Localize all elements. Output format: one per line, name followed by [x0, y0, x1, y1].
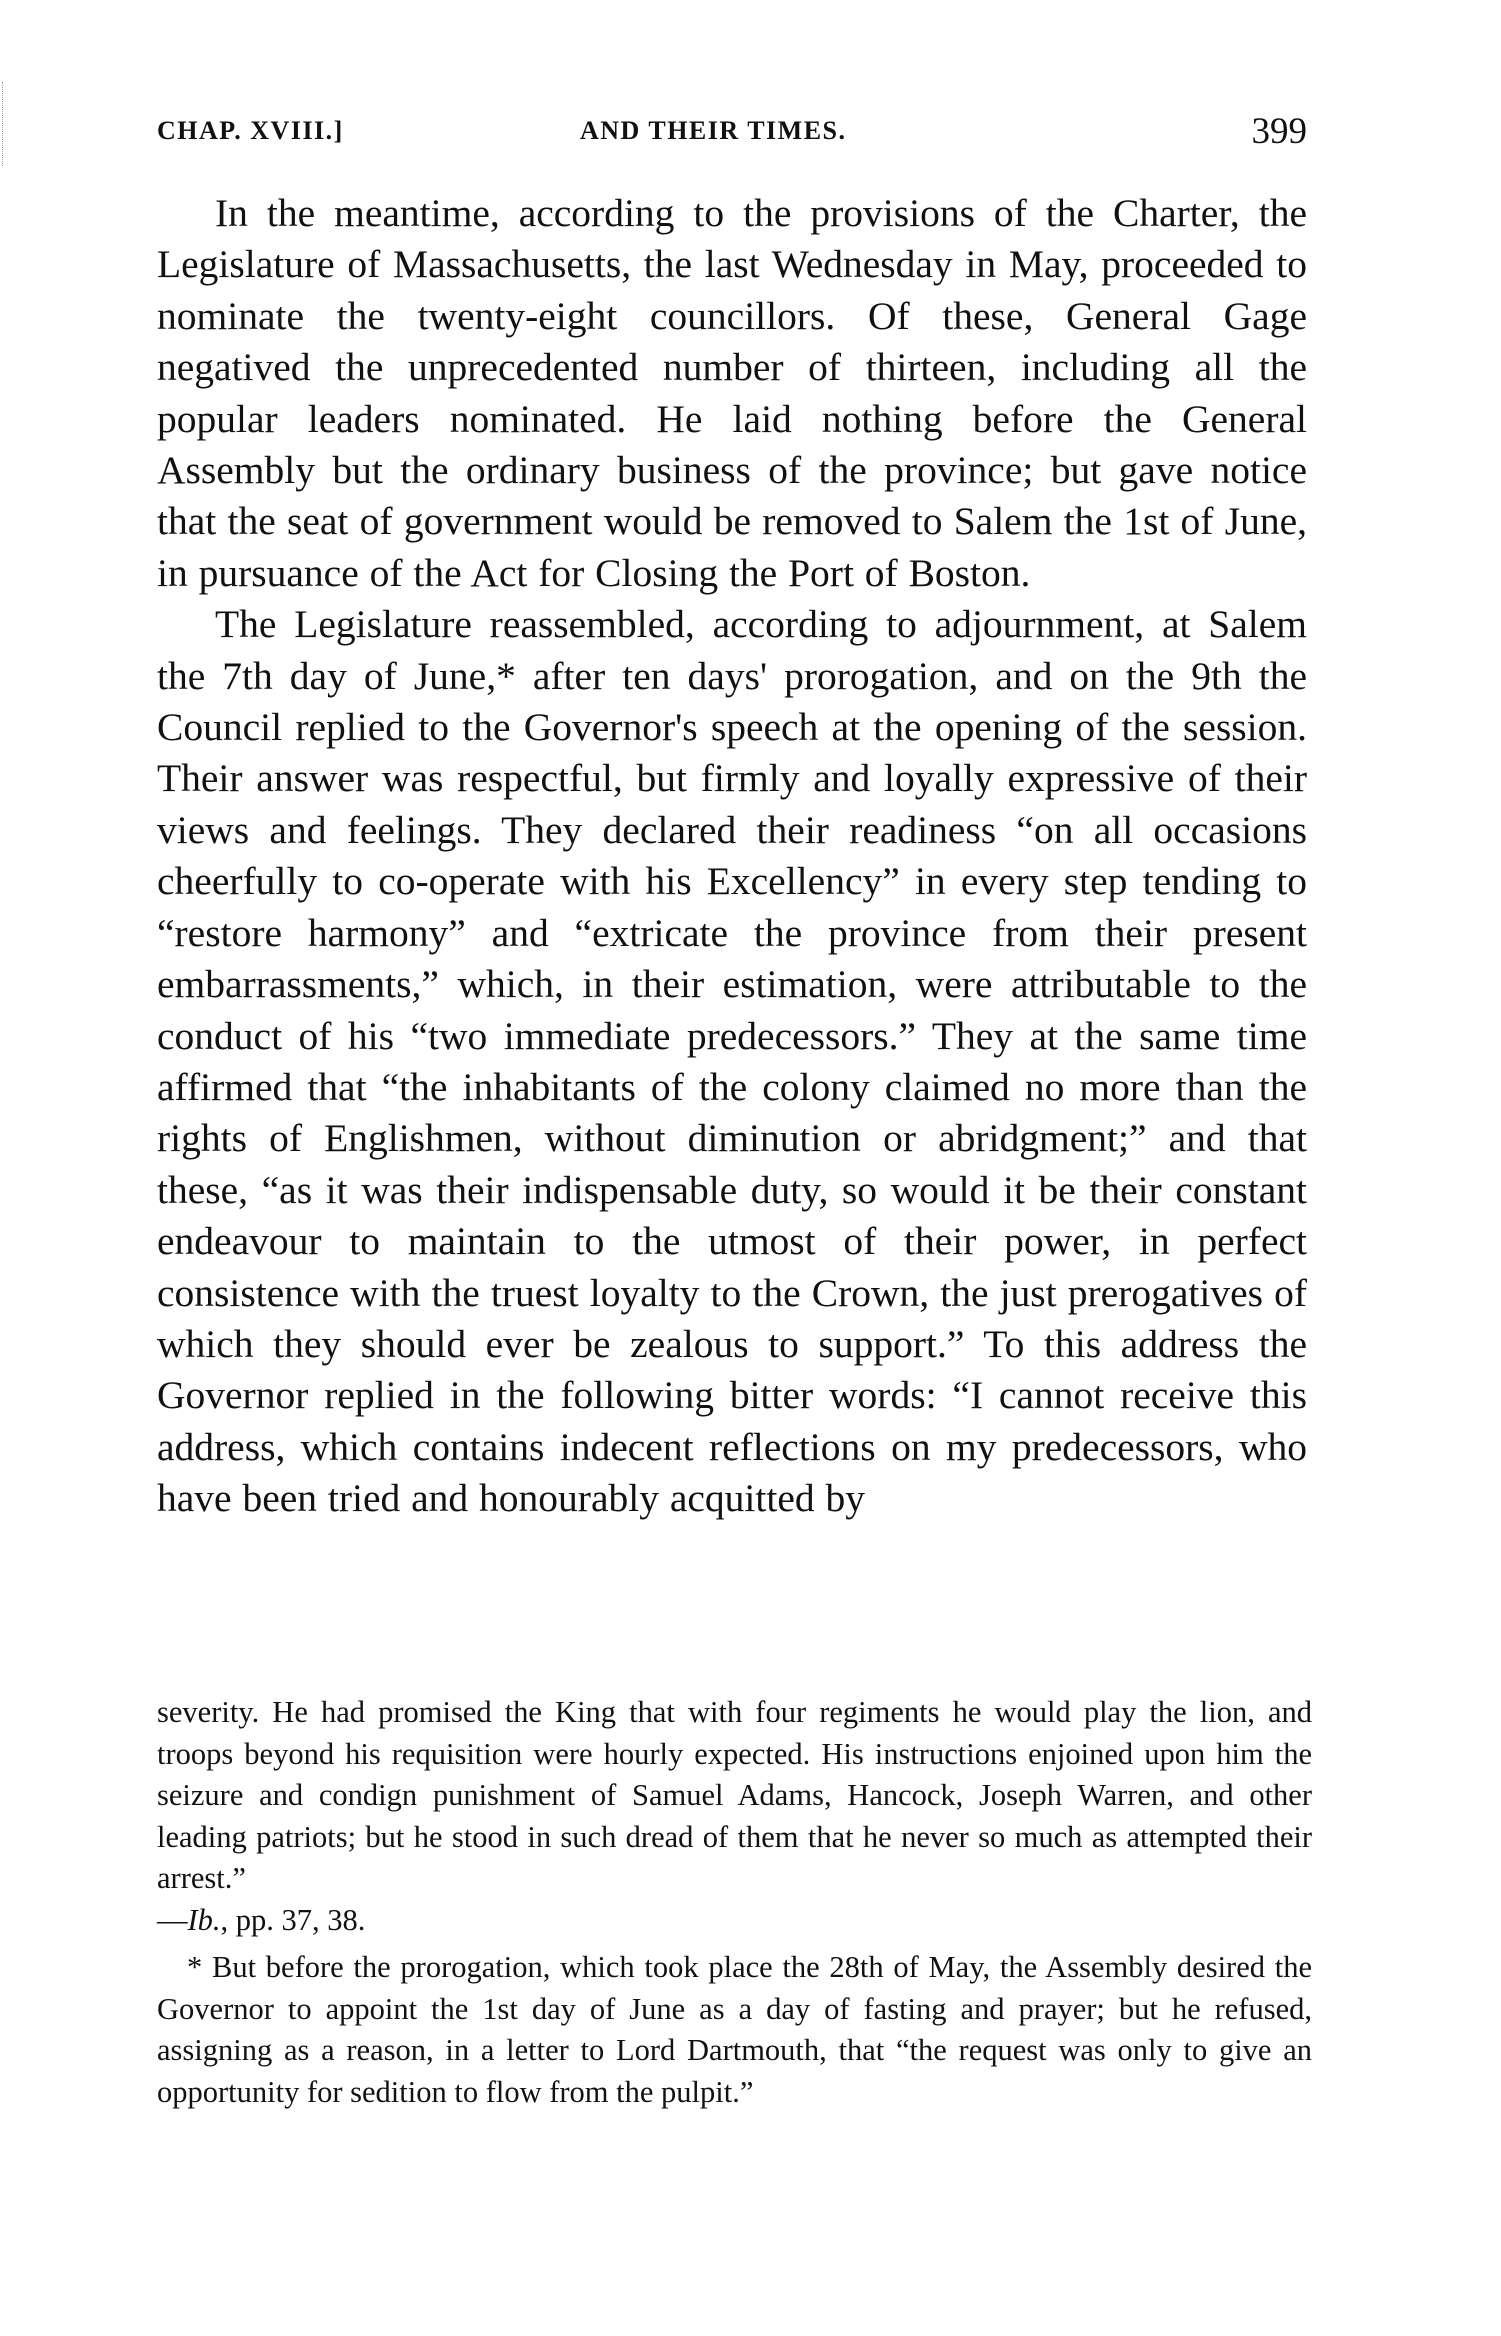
paragraph-2: The Legislature reassembled, according to adjournment, at Salem the 7th day of June,* after ten days' prorogation, and on the 9th the Council replied to the Governor's speech at the opening of the session. Their answer was respectful, but firmly and loyally expressive of their views and feelings. They declared their readiness “on all occasions cheerfully to co-operate with his Excellency” in every step tending to “restore harmony” and “extricate the province from their present embarrassments,” which, in their estimation, were attributable to the conduct of his “two immediate predecessors.” They at the same time affirmed that “the inhabitants of the colony claimed no more than the rights of Englishmen, without diminution or abridgment;” and that these, “as it was their indispensable duty, so would it be their constant endeavour to maintain to the utmost of their power, in perfect consistence with the truest loyalty to the Crown, the just prerogatives of which they should ever be zealous to support.” To this address the Governor replied in the following bitter words: “I cannot receive this address, which contains indecent reflections on my predecessors, who have been tried and honourably acquitted by — [157, 602, 1307, 1521]
running-head — [157, 112, 1307, 152]
footnotes — [157, 1692, 1312, 2113]
footnote-continued-text: severity. He had promised the King that with four regiments he would play the lion, and troops beyond his requisition were hourly expected. His instructions enjoined upon him the seizure and condign punishment of Samuel Adams, Hancock, Joseph Warren, and other leading patriots; but he stood in such dread of them that he never so much as attempted their arrest.” — [157, 1695, 1312, 1895]
paragraph-1: In the meantime, according to the provisions of the Charter, the Legislature of Massachusetts, the last Wednesday in May, proceeded to nominate the twenty-eight councillors. Of these, General Gage negatived the unprecedented number of thirteen, including all the popular leaders nominated. He laid nothing before the General Assembly but the ordinary business of the province; but gave notice that the seat of government would be removed to Salem the 1st of June, in pursuance of the Act for Closing the Port of Boston. — [157, 191, 1307, 595]
citation-pages: , pp. 37, 38. — [220, 1902, 366, 1937]
citation-dash: — — [157, 1902, 188, 1937]
footnote-asterisk: * But before the prorogation, which took place the 28th of May, the Assembly desired the Governor to appoint the 1st day of June as a day of fasting and prayer; but he refused, assigning as a reason, in a letter to Lord Dartmouth, that “the request was only to give an opportunity for sedition to flow from the pulpit.” — [157, 1950, 1312, 2109]
scan-edge-artifact — [2, 82, 6, 166]
footnote-continued — [157, 1692, 1312, 1941]
page-number: 399 — [1251, 111, 1307, 152]
citation-ibid: Ib. — [187, 1902, 221, 1937]
body-text — [157, 188, 1307, 1525]
chapter-label: CHAP. XVIII.] — [157, 116, 344, 145]
running-title: AND THEIR TIMES. — [580, 116, 847, 145]
